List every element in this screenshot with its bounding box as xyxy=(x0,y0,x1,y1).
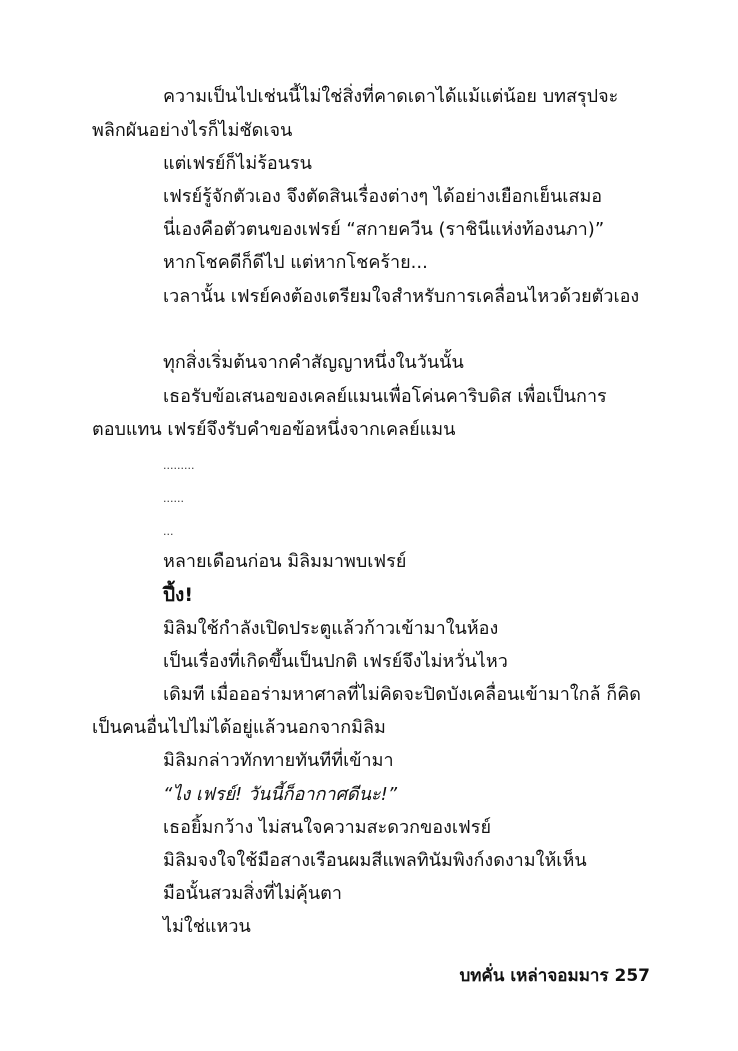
paragraph-line: พลิกผันอย่างไรก็ไม่ชัดเจน xyxy=(92,120,293,141)
paragraph-line: ความเป็นไปเช่นนี้ไม่ใช่สิ่งที่คาดเดาได้แม้แต่น้อย บทสรุปจะ xyxy=(163,86,619,107)
page-footer: บทคั่น เหล่าจอมมาร 257 xyxy=(459,966,650,986)
paragraph-line: มือนั้นสวมสิ่งที่ไม่คุ้นตา xyxy=(163,883,342,904)
paragraph-line: หลายเดือนก่อน มิลิมมาพบเฟรย์ xyxy=(163,551,407,572)
paragraph-line: ไม่ใช่แหวน xyxy=(163,916,251,937)
paragraph-line: เธอยิ้มกว้าง ไม่สนใจความสะดวกของเฟรย์ xyxy=(163,817,492,838)
paragraph-line: แต่เฟรย์ก็ไม่ร้อนรน xyxy=(163,153,312,174)
paragraph-line: ทุกสิ่งเริ่มต้นจากคำสัญญาหนึ่งในวันนั้น xyxy=(163,352,464,373)
ellipsis-line: ...... xyxy=(163,492,184,505)
paragraph-line: เป็นคนอื่นไปไม่ได้อยู่แล้วนอกจากมิลิม xyxy=(92,717,386,738)
dialogue-line: “ไง เฟรย์! วันนี้ก็อากาศดีนะ!” xyxy=(163,784,398,805)
paragraph-line: เฟรย์รู้จักตัวเอง จึงตัดสินเรื่องต่างๆ ได้อย่างเยือกเย็นเสมอ xyxy=(163,186,603,207)
ellipsis-line: ......... xyxy=(163,459,195,472)
ellipsis-line: ... xyxy=(163,525,174,538)
paragraph-line: มิลิมใช้กำลังเปิดประตูแล้วก้าวเข้ามาในห้อง xyxy=(163,618,499,639)
paragraph-line: หากโชคดีก็ดีไป แต่หากโชคร้าย... xyxy=(163,252,428,273)
paragraph-line: เธอรับข้อเสนอของเคลย์แมนเพื่อโค่นคาริบดิส เพื่อเป็นการ xyxy=(163,386,607,407)
paragraph-line: นี่เองคือตัวตนของเฟรย์ “สกายควีน (ราชินีแห่งท้องนภา)” xyxy=(163,219,605,240)
paragraph-line: ตอบแทน เฟรย์จึงรับคำขอข้อหนึ่งจากเคลย์แมน xyxy=(92,419,456,440)
paragraph-line: เดิมที เมื่อออร่ามหาศาลที่ไม่คิดจะปิดบังเคลื่อนเข้ามาใกล้ ก็คิด xyxy=(163,684,641,705)
paragraph-line: เป็นเรื่องที่เกิดขึ้นเป็นปกติ เฟรย์จึงไม่หวั่นไหว xyxy=(163,651,508,672)
paragraph-line: มิลิมจงใจใช้มือสางเรือนผมสีแพลทินัมพิงก์งดงามให้เห็น xyxy=(163,850,587,871)
paragraph-line: เวลานั้น เฟรย์คงต้องเตรียมใจสำหรับการเคลื่อนไหวด้วยตัวเอง xyxy=(163,286,640,307)
sound-effect-line: ปึ้ง! xyxy=(163,584,194,606)
paragraph-line: มิลิมกล่าวทักทายทันทีที่เข้ามา xyxy=(163,750,394,771)
